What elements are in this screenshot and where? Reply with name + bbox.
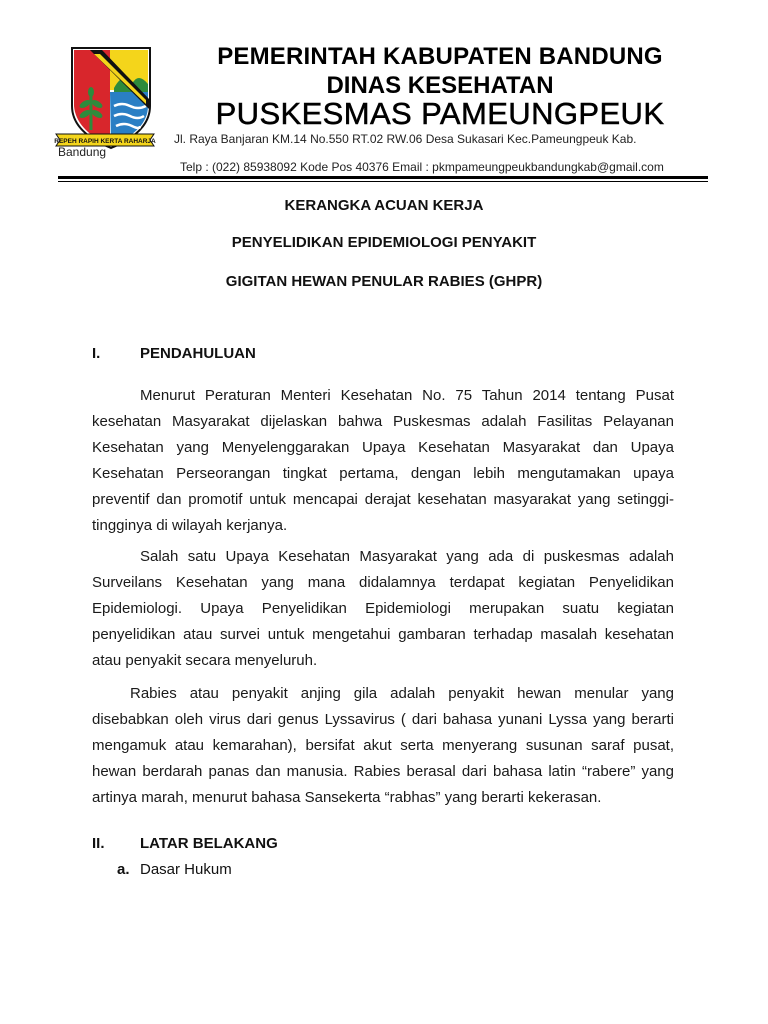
letterhead-address: Jl. Raya Banjaran KM.14 No.550 RT.02 RW.06 Desa Sukasari Kec.Pameungpeuk Kab.	[174, 132, 637, 146]
kabupaten-bandung-logo	[54, 44, 156, 156]
section-2-number: II.	[92, 835, 105, 852]
letterhead-divider-thick	[58, 176, 708, 179]
document-subtitle-1: PENYELIDIKAN EPIDEMIOLOGI PENYAKIT	[231, 234, 537, 251]
letterhead-institution: PUSKESMAS PAMEUNGPEUK	[215, 96, 665, 131]
logo-motto-text: REPEH RAPIH KERTA RAHARJA	[54, 138, 156, 145]
section-1-number: I.	[92, 345, 101, 362]
section-1-heading: PENDAHULUAN	[140, 345, 256, 362]
document-subtitle-2: GIGITAN HEWAN PENULAR RABIES (GHPR)	[225, 273, 543, 290]
document-title: KERANGKA ACUAN KERJA	[284, 197, 484, 214]
letterhead-government: PEMERINTAH KABUPATEN BANDUNG	[217, 43, 663, 70]
letterhead-address-continued: Bandung	[58, 145, 107, 159]
paragraph-3: Rabies atau penyakit anjing gila adalah penyakit hewan menular yang disebabkan oleh virus dari genus Lyssavirus ( dari bahasa yunani Lyssa yang berarti mengamuk atau kemarahan), bersifat akut serta menyerang susunan saraf pusat, hewan berdarah panas dan manusia. Rabies berasal dari bahasa latin “rabere” yang artinya marah, menurut bahasa Sansekerta “rabhas” yang berarti kekerasan.	[92, 685, 674, 806]
letterhead-divider-thin	[58, 181, 708, 182]
subsection-a-letter: a.	[117, 861, 130, 878]
letterhead-department: DINAS KESEHATAN	[326, 72, 554, 99]
paragraph-1: Menurut Peraturan Menteri Kesehatan No. 75 Tahun 2014 tentang Pusat kesehatan Masyarakat dijelaskan bahwa Puskesmas adalah Fasilitas Pelayanan Kesehatan yang Menyelenggarakan Upaya Kesehatan Masyarakat dan Upaya Kesehatan Perseorangan tingkat pertama, dengan lebih mengutamakan upaya preventif dan promotif untuk mencapai derajat kesehatan masyarakat yang setinggi-tingginya di wilayah kerjanya.	[92, 387, 674, 534]
letterhead-contact: Telp : (022) 85938092 Kode Pos 40376 Email : pkmpameungpeukbandungkab@gmail.com	[180, 160, 664, 174]
subsection-a-title: Dasar Hukum	[140, 861, 232, 878]
section-2-heading: LATAR BELAKANG	[140, 835, 278, 852]
paragraph-2: Salah satu Upaya Kesehatan Masyarakat yang ada di puskesmas adalah Surveilans Kesehatan yang mana didalamnya terdapat kegiatan Penyelidikan Epidemiologi. Upaya Penyelidikan Epidemiologi merupakan suatu kegiatan penyelidikan atau survei untuk mengetahui gambaran terhadap masalah kesehatan atau penyakit secara menyeluruh.	[92, 548, 674, 669]
